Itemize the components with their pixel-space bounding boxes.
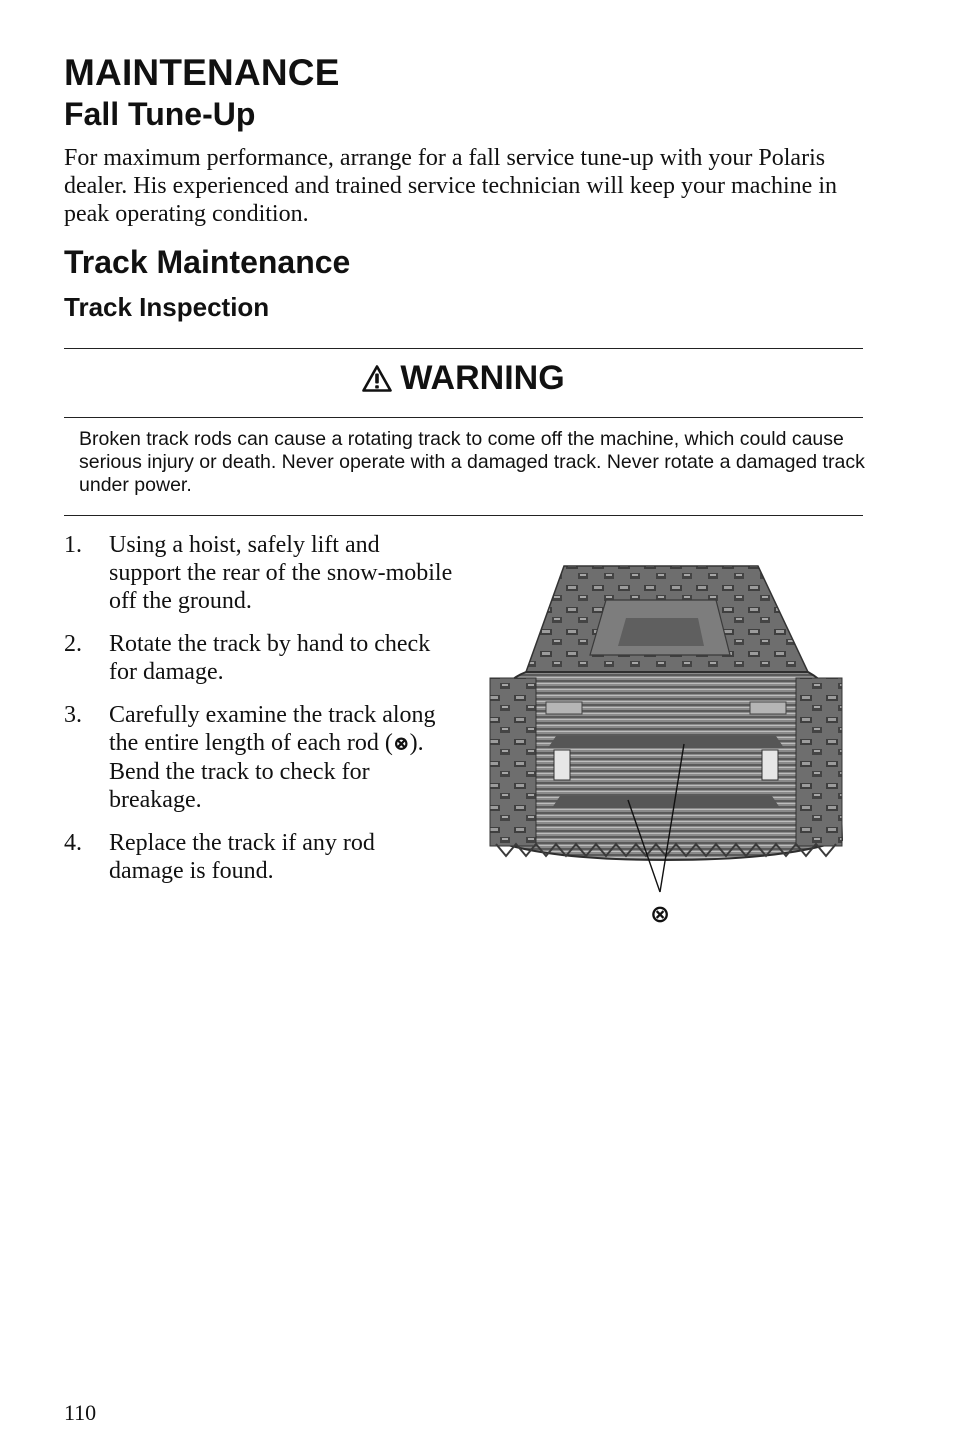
- list-item: [64, 829, 454, 885]
- warning-top-rule: [64, 348, 863, 349]
- step-number: 2.: [64, 631, 82, 657]
- warning-title: WARNING: [400, 359, 565, 397]
- page-number: 110: [64, 1400, 97, 1425]
- fall-tune-up-heading: Fall Tune-Up: [64, 96, 256, 132]
- step-text: Replace the track if any rod damage is found.: [109, 830, 375, 884]
- warning-heading: [64, 358, 863, 398]
- track-figure: [486, 560, 848, 930]
- track-cross-lug: [552, 796, 780, 808]
- track-inspection-heading: Track Inspection: [64, 292, 270, 322]
- track-clip-window: [762, 750, 778, 780]
- step-text: Using a hoist, safely lift and support the rear of the snow-mobile off the ground.: [109, 532, 453, 614]
- track-clip-window: [554, 750, 570, 780]
- warning-triangle-icon: [362, 365, 392, 392]
- step-number: 4.: [64, 830, 82, 856]
- track-left-lugs: [490, 678, 536, 846]
- rod-callout-symbol: ⊗: [392, 733, 410, 755]
- track-center-lug: [618, 618, 704, 646]
- list-item: [64, 630, 454, 686]
- fall-tune-up-text: For maximum performance, arrange for a fall service tune-up with your Polaris dealer. His experienced and trained service technician will keep your machine in peak operating condition.: [64, 145, 838, 227]
- section-title: MAINTENANCE: [64, 52, 340, 93]
- warning-text: Broken track rods can cause a rotating track to come off the machine, which could cause serious injury or death. Never operate with a damaged track. Never rotate a damaged track under power.: [79, 428, 865, 496]
- track-lower-section: [492, 672, 842, 860]
- track-clip: [750, 702, 786, 714]
- list-item: [64, 531, 454, 615]
- warning-middle-rule: [64, 417, 863, 418]
- inspection-steps: [64, 531, 454, 900]
- track-right-lugs: [796, 678, 842, 846]
- list-item: [64, 701, 454, 814]
- figure-callout-label: ⊗: [649, 900, 671, 928]
- track-clip: [546, 702, 582, 714]
- track-cross-lug: [548, 736, 784, 748]
- step-number: 1.: [64, 532, 82, 558]
- step-text: Rotate the track by hand to check for damage.: [109, 631, 431, 685]
- track-maintenance-heading: Track Maintenance: [64, 244, 351, 280]
- step-number: 3.: [64, 702, 82, 728]
- step-text-start: Carefully examine the track along the entire length of each rod (: [109, 702, 436, 756]
- step-text-end: ). Bend the track to check for breakage.: [109, 730, 424, 813]
- warning-bottom-rule: [64, 515, 863, 516]
